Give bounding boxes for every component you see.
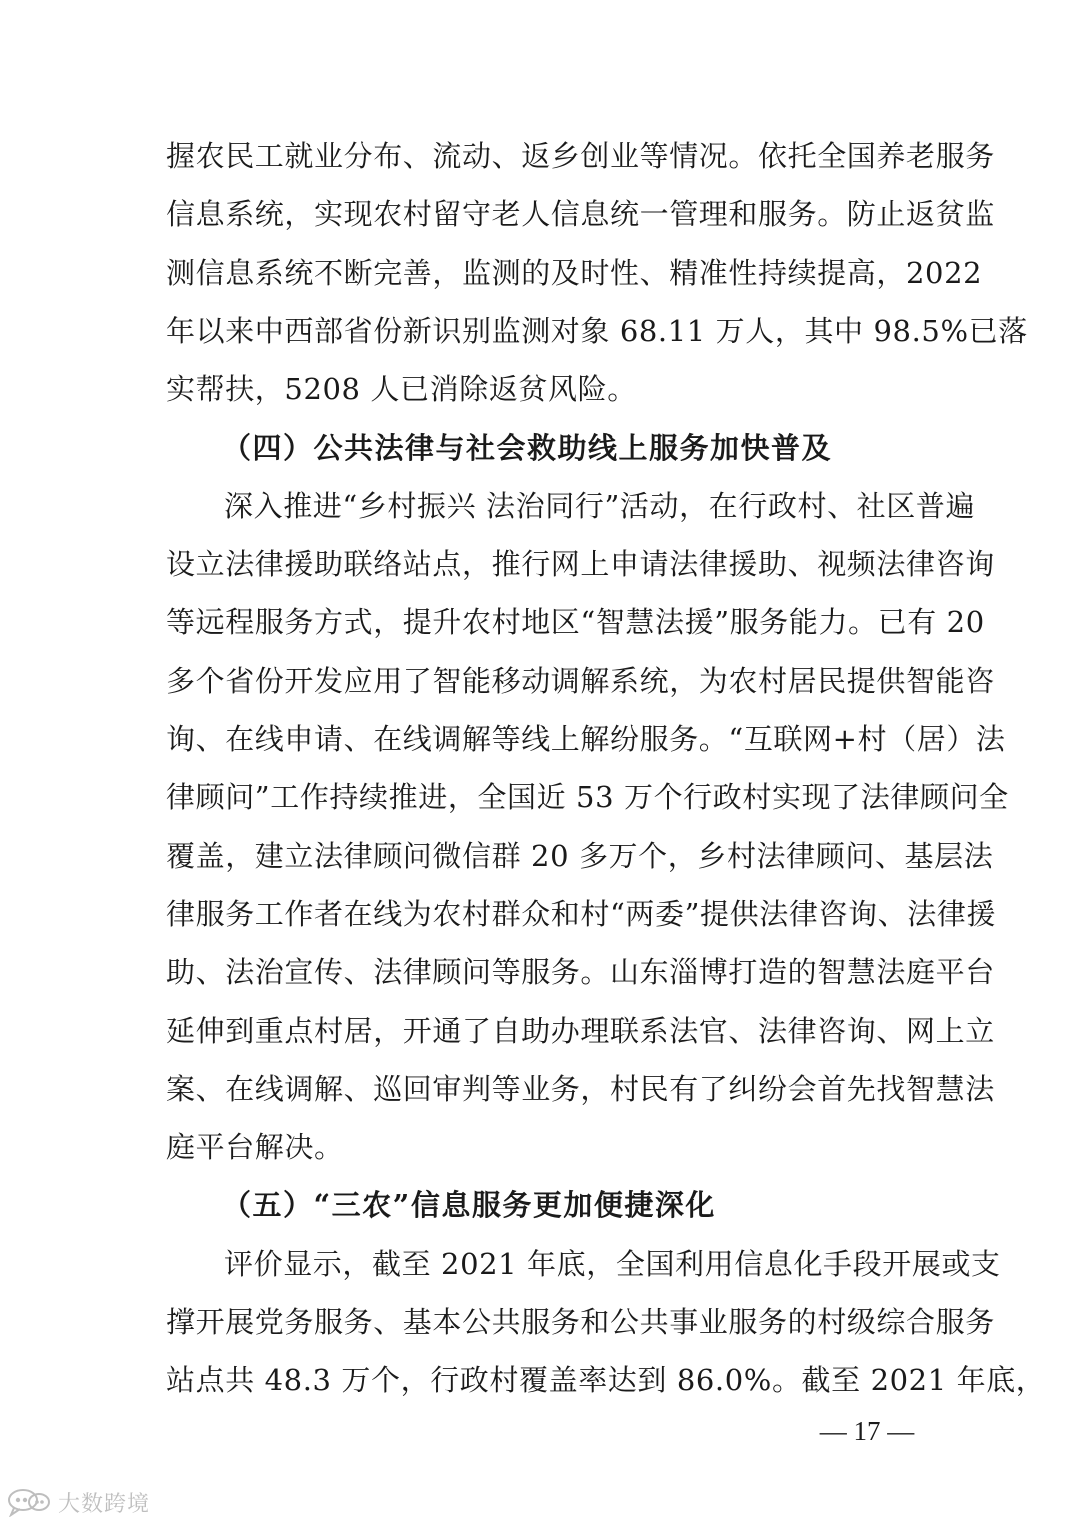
- paragraph-line: 覆盖，建立法律顾问微信群 20 多万个，乡村法律顾问、基层法: [166, 839, 994, 873]
- paragraph-line: 握农民工就业分布、流动、返乡创业等情况。依托全国养老服务: [166, 139, 995, 173]
- paragraph-line: 设立法律援助联络站点，推行网上申请法律援助、视频法律咨询: [166, 547, 995, 581]
- paragraph-line: 撑开展党务服务、基本公共服务和公共事业服务的村级综合服务: [166, 1305, 995, 1339]
- watermark: [6, 1484, 150, 1520]
- paragraph-line: 等远程服务方式，提升农村地区“智慧法援”服务能力。已有 20: [166, 605, 985, 639]
- paragraph-first-line: 评价显示，截至 2021 年底，全国利用信息化手段开展或支: [224, 1247, 1001, 1281]
- paragraph-line: 站点共 48.3 万个，行政村覆盖率达到 86.0%。截至 2021 年底，: [166, 1363, 1046, 1397]
- paragraph-line: 庭平台解决。: [166, 1130, 344, 1164]
- paragraph-line: 延伸到重点村居，开通了自助办理联系法官、法律咨询、网上立: [166, 1014, 995, 1048]
- paragraph-line: 实帮扶，5208 人已消除返贫风险。: [166, 372, 637, 406]
- paragraph-line: 信息系统，实现农村留守老人信息统一管理和服务。防止返贫监: [166, 197, 995, 231]
- paragraph-line: 律服务工作者在线为农村群众和村“两委”提供法律咨询、法律援: [166, 897, 997, 931]
- paragraph-line: 案、在线调解、巡回审判等业务，村民有了纠纷会首先找智慧法: [166, 1072, 995, 1106]
- paragraph-line: 多个省份开发应用了智能移动调解系统，为农村居民提供智能咨: [166, 664, 995, 698]
- chat-bubble-logo-icon: [6, 1487, 52, 1517]
- paragraph-line: 测信息系统不断完善，监测的及时性、精准性持续提高，2022: [166, 256, 983, 290]
- paragraph-line: 年以来中西部省份新识别监测对象 68.11 万人，其中 98.5%已落: [166, 314, 1028, 348]
- paragraph-first-line: 深入推进“乡村振兴 法治同行”活动，在行政村、社区普遍: [224, 489, 976, 523]
- paragraph-line: 询、在线申请、在线调解等线上解纷服务。“互联网+村（居）法: [166, 722, 1006, 756]
- watermark-text: 大数跨境: [58, 1491, 151, 1517]
- paragraph-line: 助、法治宣传、法律顾问等服务。山东淄博打造的智慧法庭平台: [166, 955, 995, 989]
- page-number: — 17 —: [819, 1416, 915, 1446]
- paragraph-line: 律顾问”工作持续推进，全国近 53 万个行政村实现了法律顾问全: [166, 780, 1009, 814]
- section-heading: （五）“三农”信息服务更加便捷深化: [222, 1188, 716, 1222]
- section-heading: （四）公共法律与社会救助线上服务加快普及: [222, 431, 833, 465]
